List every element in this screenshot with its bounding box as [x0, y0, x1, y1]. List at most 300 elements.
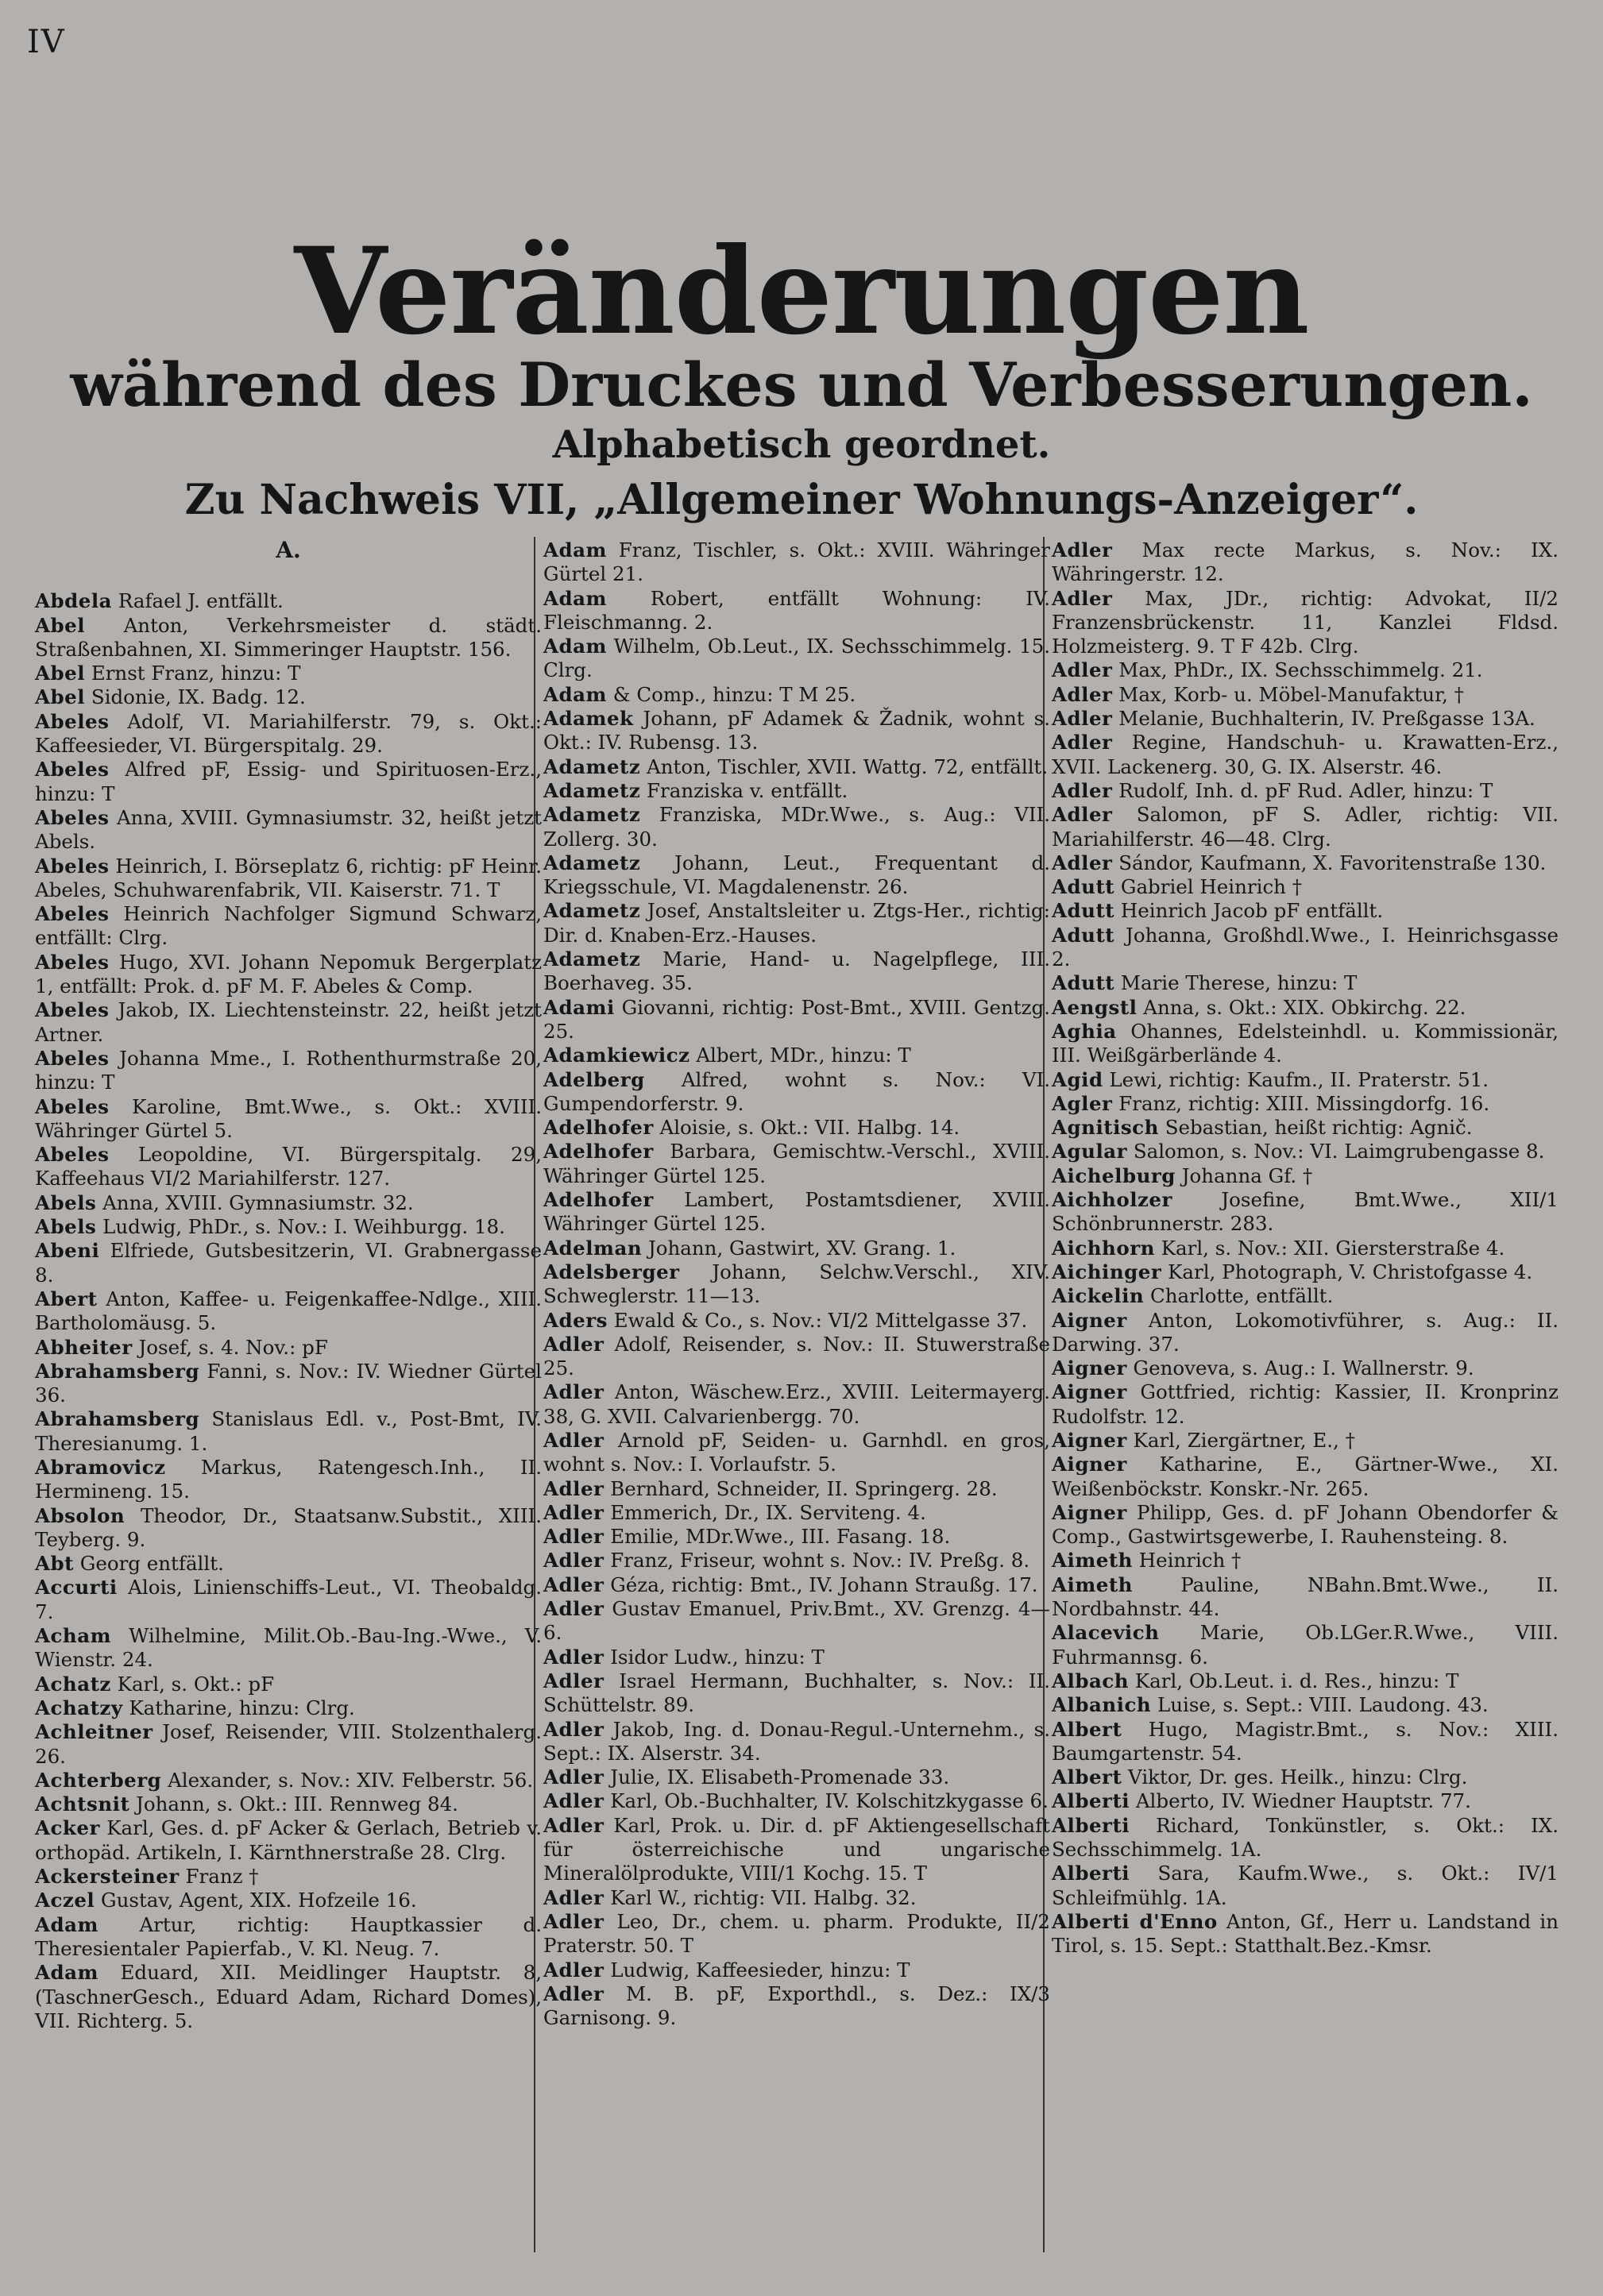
entry-details: Johanna Gf. †	[1175, 1163, 1313, 1187]
directory-entry	[1052, 538, 1559, 587]
entry-surname: Albert	[1052, 1765, 1122, 1789]
directory-entry	[1052, 1789, 1559, 1813]
entry-surname: Abeni	[35, 1239, 100, 1263]
entry-details: Rafael J. entfällt.	[112, 589, 284, 613]
directory-entry	[35, 1552, 542, 1576]
entry-details: Elfriede, Gutsbesitzerin, VI. Grabnergasse 8.	[35, 1239, 542, 1287]
entry-details: Josef, Reisender, VIII. Stolzenthalerg. 26.	[35, 1720, 542, 1768]
entry-surname: Adler	[1052, 731, 1113, 754]
entry-details: Karl, Photograph, V. Christofgasse 4.	[1161, 1260, 1533, 1283]
entry-details: Heinrich Jacob pF entfällt.	[1114, 899, 1384, 923]
entry-surname: Adler	[543, 1549, 605, 1572]
entry-details: Sebastian, heißt richtig: Agnič.	[1158, 1116, 1473, 1140]
directory-entry	[1052, 1068, 1559, 1092]
directory-entry	[35, 902, 542, 951]
directory-entry	[1052, 1501, 1559, 1549]
directory-entry	[35, 1720, 542, 1769]
entry-details: Anna, s. Okt.: XIX. Obkirchg. 22.	[1137, 995, 1466, 1019]
entry-surname: Adametz	[543, 851, 641, 874]
entry-surname: Adutt	[1052, 875, 1115, 899]
directory-entry	[1052, 1453, 1559, 1501]
entry-surname: Adler	[543, 1500, 605, 1524]
entry-surname: Adametz	[543, 754, 641, 778]
entry-details: Franz †	[179, 1865, 259, 1889]
page-title: Veränderungen	[294, 222, 1309, 361]
entry-details: Franz, richtig: XIII. Missingdorfg. 16.	[1112, 1091, 1490, 1115]
entry-details: Ernst Franz, hinzu: T	[85, 662, 301, 685]
entry-details: Stanislaus Edl. v., Post-Bmt, IV. Theresianumg. 1.	[35, 1407, 542, 1455]
entry-surname: Adametz	[543, 899, 641, 923]
entry-details: Charlotte, entfällt.	[1144, 1284, 1334, 1308]
entry-details: Leo, Dr., chem. u. pharm. Produkte, II/2 Praterstr. 50. T	[543, 1909, 1050, 1958]
entry-details: Johann, s. Okt.: III. Rennweg 84.	[129, 1792, 458, 1816]
directory-entry	[1052, 1116, 1559, 1140]
entry-surname: Adler	[543, 1669, 605, 1692]
directory-entry	[1052, 1765, 1559, 1789]
directory-entry	[543, 947, 1050, 996]
entry-surname: Adam	[35, 1961, 98, 1985]
entry-surname: Adelhofer	[543, 1140, 654, 1163]
entry-surname: Adler	[543, 1645, 605, 1669]
entry-details: Gustav, Agent, XIX. Hofzeile 16.	[95, 1889, 417, 1912]
entry-surname: Agler	[1052, 1091, 1113, 1115]
entry-details: Josefine, Bmt.Wwe., XII/1 Schönbrunnerstr. 283.	[1052, 1188, 1559, 1236]
entry-surname: Adler	[543, 1909, 605, 1933]
entry-surname: Abramovicz	[35, 1455, 166, 1479]
entry-surname: Adler	[543, 1597, 605, 1621]
entry-surname: Aigner	[1052, 1428, 1127, 1452]
entry-details: Marie, Ob.LGer.R.Wwe., VIII. Fuhrmannsg. 6.	[1052, 1621, 1559, 1669]
entry-surname: Abeles	[35, 1094, 110, 1118]
entry-surname: Adler	[1052, 707, 1113, 731]
entry-surname: Acham	[35, 1624, 112, 1648]
directory-entry	[35, 1624, 542, 1673]
entry-surname: Adler	[543, 1717, 605, 1741]
directory-entry	[543, 1333, 1050, 1381]
entry-details: Salomon, pF S. Adler, richtig: VII. Mariahilferstr. 46—48. Clrg.	[1052, 803, 1559, 851]
directory-entry	[35, 1047, 542, 1095]
directory-entry	[1052, 1621, 1559, 1669]
directory-entry	[35, 758, 542, 806]
entry-details: Georg entfällt.	[73, 1552, 224, 1576]
entry-surname: Agnitisch	[1052, 1116, 1159, 1140]
directory-entry	[543, 707, 1050, 755]
directory-entry	[35, 1407, 542, 1456]
entry-details: Viktor, Dr. ges. Heilk., hinzu: Clrg.	[1122, 1765, 1468, 1789]
directory-entry	[543, 1044, 1050, 1067]
directory-entry	[543, 1958, 1050, 1982]
entry-details: Gustav Emanuel, Priv.Bmt., XV. Grenzg. 4—6.	[543, 1597, 1050, 1645]
directory-entry	[35, 710, 542, 758]
directory-entry	[1052, 707, 1559, 731]
directory-entry	[543, 1982, 1050, 2031]
entry-surname: Acker	[35, 1816, 100, 1840]
entry-details: Max, JDr., richtig: Advokat, II/2 Franzensbrückenstr. 11, Kanzlei Fldsd. Holzmeisterg. 9. T F 42b. Clrg.	[1052, 586, 1559, 658]
directory-entry	[1052, 1188, 1559, 1237]
directory-entry	[543, 1309, 1050, 1333]
entry-details: Israel Hermann, Buchhalter, s. Nov.: II. Schüttelstr. 89.	[543, 1669, 1050, 1717]
entry-surname: Abert	[35, 1287, 98, 1310]
directory-entry	[1052, 875, 1559, 899]
entry-details: Sándor, Kaufmann, X. Favoritenstraße 130.	[1112, 851, 1547, 874]
entry-details: Katharine, E., Gärtner-Wwe., XI. Weißenböckstr. Konskr.-Nr. 265.	[1052, 1453, 1559, 1500]
entry-details: Theodor, Dr., Staatsanw.Substit., XIII. Teyberg. 9.	[35, 1503, 542, 1551]
entry-surname: Abheiter	[35, 1335, 133, 1359]
entry-details: Karl, Ob.Leut. i. d. Res., hinzu: T	[1129, 1669, 1459, 1692]
entry-surname: Aichholzer	[1052, 1188, 1172, 1212]
directory-entry	[35, 1239, 542, 1287]
entry-surname: Aigner	[1052, 1356, 1127, 1380]
entry-details: & Comp., hinzu: T M 25.	[606, 682, 856, 706]
directory-entry	[543, 1188, 1050, 1237]
entry-surname: Abels	[35, 1215, 97, 1239]
entry-details: Franziska, MDr.Wwe., s. Aug.: VII. Zollerg. 30.	[543, 803, 1050, 851]
entry-details: Giovanni, richtig: Post-Bmt., XVIII. Gentzg. 25.	[543, 995, 1050, 1043]
entry-details: Adolf, VI. Mariahilferstr. 79, s. Okt.: Kaffeesieder, VI. Bürgerspitalg. 29.	[35, 709, 542, 758]
entry-details: Rudolf, Inh. d. pF Rud. Adler, hinzu: T	[1112, 778, 1493, 802]
directory-entry	[1052, 1237, 1559, 1260]
entry-surname: Alberti	[1052, 1862, 1130, 1885]
entry-details: Arnold pF, Seiden- u. Garnhdl. en gros, wohnt s. Nov.: I. Vorlaufstr. 5.	[543, 1428, 1050, 1476]
entry-details: Max, Korb- u. Möbel-Manufaktur, †	[1112, 682, 1464, 706]
entry-surname: Achterberg	[35, 1768, 162, 1792]
entry-surname: Abt	[35, 1552, 74, 1576]
entry-details: Johanna Mme., I. Rothenthurmstraße 20, hinzu: T	[35, 1046, 542, 1094]
entry-surname: Abels	[35, 1190, 97, 1214]
entry-surname: Abeles	[35, 805, 110, 829]
directory-entry	[35, 1360, 542, 1408]
entry-surname: Albach	[1052, 1669, 1130, 1692]
entry-details: Aloisie, s. Okt.: VII. Halbg. 14.	[653, 1116, 960, 1140]
directory-entry	[35, 951, 542, 999]
page-number: IV	[27, 24, 66, 60]
entry-surname: Aichinger	[1052, 1260, 1162, 1283]
directory-entry	[35, 1576, 542, 1624]
entry-details: Alois, Linienschiffs-Leut., VI. Theobaldg. 7.	[35, 1576, 542, 1623]
entry-details: Katharine, hinzu: Clrg.	[122, 1696, 355, 1719]
directory-entry	[543, 683, 1050, 707]
entry-surname: Adam	[35, 1912, 98, 1936]
directory-entry	[543, 803, 1050, 851]
entry-details: Fanni, s. Nov.: IV. Wiedner Gürtel 36.	[35, 1359, 542, 1407]
entry-details: Franz, Friseur, wohnt s. Nov.: IV. Preßg. 8.	[604, 1549, 1030, 1572]
entry-surname: Aczel	[35, 1889, 95, 1912]
entry-surname: Albert	[1052, 1717, 1122, 1741]
entry-details: Wilhelm, Ob.Leut., IX. Sechsschimmelg. 15. Clrg.	[543, 635, 1050, 682]
entry-details: Bernhard, Schneider, II. Springerg. 28.	[604, 1476, 998, 1500]
directory-entry	[543, 1718, 1050, 1766]
directory-entry	[543, 1886, 1050, 1910]
entry-surname: Adler	[1052, 538, 1113, 561]
entry-details: Johann, Gastwirt, XV. Grang. 1.	[642, 1236, 956, 1260]
directory-entry	[543, 635, 1050, 683]
directory-entry	[1052, 1718, 1559, 1766]
directory-entry	[543, 1910, 1050, 1958]
directory-entry	[35, 1792, 542, 1816]
entry-details: Sara, Kaufm.Wwe., s. Okt.: IV/1 Schleifmühlg. 1A.	[1052, 1862, 1559, 1909]
directory-entry	[35, 1215, 542, 1239]
entry-surname: Aengstl	[1052, 995, 1138, 1019]
entry-surname: Aghia	[1052, 1019, 1117, 1043]
entry-surname: Ackersteiner	[35, 1865, 180, 1889]
entry-details: Marie Therese, hinzu: T	[1114, 971, 1358, 995]
entry-surname: Achatzy	[35, 1696, 123, 1719]
directory-entry	[1052, 971, 1559, 995]
entry-surname: Achtsnit	[35, 1792, 130, 1816]
directory-entry	[1052, 1260, 1559, 1284]
directory-entry	[543, 1646, 1050, 1669]
entry-details: Leopoldine, VI. Bürgerspitalg. 29, Kaffeehaus VI/2 Mariahilferstr. 127.	[35, 1143, 542, 1190]
entry-surname: Adler	[1052, 851, 1113, 874]
directory-entry	[543, 1789, 1050, 1813]
entry-details: Franziska v. entfällt.	[640, 778, 848, 802]
entry-surname: Aigner	[1052, 1500, 1127, 1524]
entry-details: Josef, s. 4. Nov.: pF	[132, 1335, 328, 1359]
entry-details: Pauline, NBahn.Bmt.Wwe., II. Nordbahnstr. 44.	[1052, 1572, 1559, 1621]
entry-surname: Adelberg	[543, 1067, 645, 1091]
entry-details: Hugo, XVI. Johann Nepomuk Bergerplatz 1, entfällt: Prok. d. pF M. F. Abeles & Comp.	[35, 950, 542, 998]
entry-surname: Adelman	[543, 1236, 643, 1260]
entry-surname: Adler	[543, 1765, 605, 1789]
directory-entry	[35, 1696, 542, 1720]
entry-surname: Adler	[543, 1982, 605, 2005]
entry-details: Wilhelmine, Milit.Ob.-Bau-Ing.-Wwe., V. Wienstr. 24.	[35, 1624, 542, 1672]
entry-details: Alfred pF, Essig- und Spirituosen-Erz., hinzu: T	[35, 758, 542, 805]
directory-entry	[35, 1865, 542, 1889]
entry-surname: Adami	[543, 995, 615, 1019]
entry-surname: Abrahamsberg	[35, 1407, 200, 1431]
entry-surname: Alberti d'Enno	[1052, 1909, 1218, 1933]
directory-entry	[543, 1116, 1050, 1140]
entry-surname: Adler	[543, 1813, 605, 1837]
page-subtitle-reference: Zu Nachweis VII, „Allgemeiner Wohnungs-Anzeiger“.	[184, 476, 1419, 524]
entry-details: Johann, Selchw.Verschl., XIV. Schweglerstr. 11—13.	[543, 1260, 1050, 1308]
entry-surname: Aickelin	[1052, 1284, 1145, 1308]
entry-details: Alexander, s. Nov.: XIV. Felberstr. 56.	[161, 1768, 534, 1792]
entry-surname: Abdela	[35, 589, 113, 613]
directory-entry	[1052, 996, 1559, 1020]
entry-details: Melanie, Buchhalterin, IV. Preßgasse 13A.	[1112, 707, 1535, 731]
column-2	[543, 538, 1050, 2030]
directory-entry	[35, 1673, 542, 1696]
entry-details: Karl, Ges. d. pF Acker & Gerlach, Betrieb v. orthopäd. Artikeln, I. Kärnthnerstraße 28. Clrg.	[35, 1816, 542, 1864]
entry-surname: Adametz	[543, 947, 641, 971]
entry-details: Marie, Hand- u. Nagelpflege, III. Boerhaveg. 35.	[543, 947, 1050, 995]
entry-surname: Abel	[35, 685, 86, 709]
directory-entry	[543, 755, 1050, 779]
entry-surname: Adler	[1052, 682, 1113, 706]
entry-surname: Abeles	[35, 950, 110, 974]
entry-surname: Abeles	[35, 998, 110, 1022]
directory-entry	[1052, 1910, 1559, 1958]
entry-surname: Aimeth	[1052, 1572, 1133, 1596]
entry-surname: Aigner	[1052, 1308, 1127, 1332]
directory-entry	[1052, 1020, 1559, 1068]
entry-details: Anton, Lokomotivführer, s. Aug.: II. Darwing. 37.	[1052, 1308, 1559, 1356]
directory-entry	[1052, 1092, 1559, 1116]
page-subtitle-sort: Alphabetisch geordnet.	[552, 423, 1051, 467]
directory-entry	[1052, 1164, 1559, 1188]
directory-entry	[35, 1456, 542, 1504]
entry-details: Adolf, Reisender, s. Nov.: II. Stuwerstraße 25.	[543, 1332, 1050, 1380]
directory-entry	[543, 1765, 1050, 1789]
entry-surname: Adutt	[1052, 899, 1115, 923]
directory-entry	[1052, 1380, 1559, 1429]
directory-entry	[543, 538, 1050, 587]
directory-entry	[543, 996, 1050, 1044]
entry-details: Ohannes, Edelsteinhdl. u. Kommissionär, III. Weißgärberlände 4.	[1052, 1019, 1559, 1067]
entry-details: Alfred, wohnt s. Nov.: VI. Gumpendorferstr. 9.	[543, 1067, 1050, 1115]
directory-entry	[543, 1549, 1050, 1572]
entry-surname: Adler	[543, 1476, 605, 1500]
entry-details: Josef, Anstaltsleiter u. Ztgs-Her., richtig: Dir. d. Knaben-Erz.-Hauses.	[543, 899, 1050, 947]
entry-surname: Albanich	[1052, 1693, 1152, 1717]
entry-surname: Achleitner	[35, 1720, 153, 1744]
directory-entry	[35, 1769, 542, 1792]
directory-entry	[35, 855, 542, 903]
entry-details: Karl, s. Nov.: XII. Giersterstraße 4.	[1154, 1236, 1505, 1260]
entry-details: Gottfried, richtig: Kassier, II. Kronprinz Rudolfstr. 12.	[1052, 1380, 1559, 1428]
directory-entry	[35, 1336, 542, 1360]
directory-entry	[35, 1287, 542, 1336]
directory-entry	[543, 1477, 1050, 1501]
entry-surname: Adler	[543, 1525, 605, 1549]
entry-details: Richard, Tonkünstler, s. Okt.: IX. Sechsschimmelg. 1A.	[1052, 1813, 1559, 1862]
directory-entry	[1052, 924, 1559, 972]
directory-entry	[1052, 587, 1559, 659]
directory-entry	[1052, 1862, 1559, 1910]
entry-details: Barbara, Gemischtw.-Verschl., XVIII. Währinger Gürtel 125.	[543, 1140, 1050, 1187]
entry-surname: Adam	[543, 635, 607, 658]
entry-details: Karl, Ziergärtner, E., †	[1126, 1428, 1355, 1452]
entry-details: Regine, Handschuh- u. Krawatten-Erz., XVII. Lackenerg. 30, G. IX. Alserstr. 46.	[1052, 731, 1559, 778]
entry-surname: Adametz	[543, 778, 641, 802]
directory-entry	[1052, 1309, 1559, 1357]
directory-entry	[1052, 803, 1559, 851]
entry-surname: Aimeth	[1052, 1549, 1133, 1572]
entry-details: Albert, MDr., hinzu: T	[689, 1044, 911, 1067]
entry-details: Hugo, Magistr.Bmt., s. Nov.: XIII. Baumgartenstr. 54.	[1052, 1717, 1559, 1765]
entry-surname: Adam	[543, 538, 607, 561]
entry-details: Franz, Tischler, s. Okt.: XVIII. Währinger Gürtel 21.	[543, 538, 1050, 586]
entry-details: Anton, Tischler, XVII. Wattg. 72, entfällt.	[640, 754, 1049, 778]
entry-details: Heinrich †	[1132, 1549, 1242, 1572]
entry-details: Lambert, Postamtsdiener, XVIII. Währinger Gürtel 125.	[543, 1188, 1050, 1236]
entry-details: Sidonie, IX. Badg. 12.	[85, 685, 306, 709]
directory-entry	[35, 998, 542, 1047]
entry-details: Max, PhDr., IX. Sechsschimmelg. 21.	[1112, 658, 1483, 682]
entry-surname: Adelsberger	[543, 1260, 680, 1283]
entry-surname: Adelhofer	[543, 1188, 654, 1212]
directory-entry	[543, 1068, 1050, 1117]
entry-details: Artur, richtig: Hauptkassier d. Theresientaler Papierfab., V. Kl. Neug. 7.	[35, 1912, 542, 1960]
entry-surname: Abeles	[35, 758, 110, 781]
entry-surname: Adam	[543, 586, 607, 610]
entry-details: Johann, Leut., Frequentant d. Kriegsschule, VI. Magdalenenstr. 26.	[543, 851, 1050, 899]
directory-entry	[35, 1143, 542, 1191]
entry-surname: Adler	[543, 1958, 605, 1982]
directory-entry	[543, 779, 1050, 803]
entry-surname: Adler	[543, 1572, 605, 1596]
directory-entry	[543, 851, 1050, 900]
entry-surname: Abeles	[35, 1143, 110, 1167]
entry-details: Genoveva, s. Aug.: I. Wallnerstr. 9.	[1126, 1356, 1474, 1380]
directory-entry	[543, 899, 1050, 947]
entry-details: Anna, XVIII. Gymnasiumstr. 32, heißt jetzt Abels.	[35, 805, 542, 854]
page-subtitle: während des Druckes und Verbesserungen.	[70, 349, 1533, 420]
directory-entry	[1052, 731, 1559, 779]
entry-details: Gabriel Heinrich †	[1114, 875, 1302, 899]
entry-details: Karl, s. Okt.: pF	[110, 1672, 275, 1696]
entry-details: Anton, Verkehrsmeister d. städt. Straßenbahnen, XI. Simmeringer Hauptstr. 156.	[35, 613, 542, 661]
directory-entry	[543, 1429, 1050, 1477]
entry-details: Emmerich, Dr., IX. Serviteng. 4.	[604, 1500, 926, 1524]
entry-details: Isidor Ludw., hinzu: T	[604, 1645, 825, 1669]
entry-surname: Adler	[1052, 803, 1113, 827]
entry-surname: Alacevich	[1052, 1621, 1160, 1645]
entry-surname: Adamek	[543, 707, 634, 731]
directory-entry	[543, 1260, 1050, 1309]
directory-entry	[543, 1573, 1050, 1597]
entry-surname: Achatz	[35, 1672, 111, 1696]
entry-details: Karl, Ob.-Buchhalter, IV. Kolschitzkygasse 6.	[604, 1789, 1049, 1813]
entry-surname: Adler	[543, 1380, 605, 1404]
entry-details: Philipp, Ges. d. pF Johann Obendorfer & Comp., Gastwirtsgewerbe, I. Rauhensteing. 8.	[1052, 1500, 1559, 1549]
entry-surname: Alberti	[1052, 1813, 1130, 1837]
entry-details: Max recte Markus, s. Nov.: IX. Währingerstr. 12.	[1052, 538, 1559, 586]
directory-entry	[543, 1669, 1050, 1718]
directory-entry	[1052, 683, 1559, 707]
entry-details: Johanna, Großhdl.Wwe., I. Heinrichsgasse 2.	[1052, 923, 1559, 971]
directory-entry	[35, 1913, 542, 1962]
entry-surname: Adutt	[1052, 923, 1115, 947]
entry-details: Ludwig, Kaffeesieder, hinzu: T	[604, 1958, 910, 1982]
entry-surname: Adametz	[543, 803, 641, 827]
entry-surname: Abeles	[35, 1046, 110, 1070]
entry-details: Emilie, MDr.Wwe., III. Fasang. 18.	[604, 1525, 951, 1549]
directory-entry	[1052, 1549, 1559, 1572]
directory-entry	[1052, 1693, 1559, 1717]
directory-entry	[1052, 1284, 1559, 1308]
directory-entry	[1052, 1669, 1559, 1693]
entry-details: Ewald & Co., s. Nov.: VI/2 Mittelgasse 37.	[607, 1308, 1028, 1332]
directory-entry	[35, 806, 542, 855]
entry-surname: Alberti	[1052, 1789, 1130, 1813]
entry-details: M. B. pF, Exporthdl., s. Dez.: IX/3 Garnisong. 9.	[543, 1982, 1050, 2030]
directory-entry	[543, 1597, 1050, 1646]
directory-entry	[35, 589, 542, 613]
entry-surname: Adam	[543, 682, 607, 706]
entry-details: Anna, XVIII. Gymnasiumstr. 32.	[96, 1190, 414, 1214]
directory-entry	[1052, 779, 1559, 803]
entry-details: Jakob, IX. Liechtensteinstr. 22, heißt jetzt Artner.	[35, 998, 542, 1046]
entry-surname: Adutt	[1052, 971, 1115, 995]
entry-surname: Abrahamsberg	[35, 1359, 200, 1383]
entry-details: Anton, Kaffee- u. Feigenkaffee-Ndlge., XIII. Bartholomäusg. 5.	[35, 1287, 542, 1335]
entry-surname: Agular	[1052, 1140, 1128, 1163]
directory-entry	[35, 685, 542, 709]
entry-details: Ludwig, PhDr., s. Nov.: I. Weihburgg. 18.	[96, 1215, 505, 1239]
entry-surname: Aigner	[1052, 1380, 1127, 1404]
entry-details: Julie, IX. Elisabeth-Promenade 33.	[604, 1765, 950, 1789]
directory-entry	[1052, 658, 1559, 682]
directory-entry	[1052, 1140, 1559, 1163]
section-letter: A.	[276, 537, 301, 563]
entry-details: Jakob, Ing. d. Donau-Regul.-Unternehm., s. Sept.: IX. Alserstr. 34.	[543, 1717, 1050, 1765]
directory-entry	[543, 587, 1050, 635]
directory-entry	[1052, 851, 1559, 875]
entry-surname: Adler	[1052, 658, 1113, 682]
